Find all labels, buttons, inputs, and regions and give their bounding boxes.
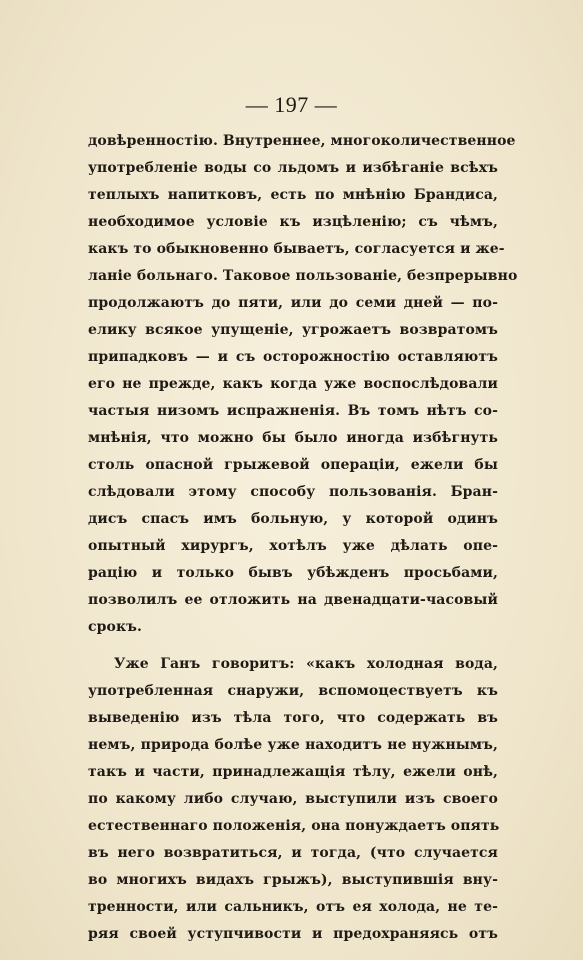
text-line: по какому либо случаю, выступили изъ своего (88, 791, 498, 807)
text-line: необходимое условіе къ изцѣленію; съ чѣмъ, (88, 214, 498, 230)
text-line: ряя своей уступчивости и предохраняясь отъ (88, 926, 498, 942)
paragraph-gap (88, 641, 498, 651)
text-line: во многихъ видахъ грыжъ), выступившія вну- (88, 872, 498, 888)
text-line: употребленная снаружи, вспомоцествуетъ къ (88, 683, 498, 699)
text-line: продолжаютъ до пяти, или до семи дней — по- (88, 295, 498, 311)
text-line: въ него возвратиться, и тогда, (что случается (88, 845, 498, 861)
text-line: позволилъ ее отложить на двенадцати-часовый (88, 592, 498, 608)
text-line: мнѣнія, что можно бы было иногда избѣгнуть (88, 430, 498, 446)
text-line: выведенію изъ тѣла того, что содержать въ (88, 710, 498, 726)
page-number-header: — 197 — (245, 92, 338, 117)
text-line: немъ, природа болѣе уже находитъ не нужнымъ, (88, 737, 498, 753)
text-line: употребленіе воды со льдомъ и избѣганіе всѣхъ (88, 160, 498, 176)
text-line: рацію и только бывъ убѣжденъ просьбами, (88, 565, 498, 581)
text-line: его не прежде, какъ когда уже воспослѣдовали (88, 376, 498, 392)
text-line: тренности, или сальникъ, отъ ея холода, не те- (88, 899, 498, 915)
page-body (88, 128, 518, 948)
paragraph-2 (88, 651, 498, 948)
text-line: ланіе больнаго. Таковое пользованіе, безпрерывно (88, 268, 518, 284)
text-line: Уже Ганъ говоритъ: «какъ холодная вода, (114, 656, 498, 672)
text-line: частыя низомъ испражненія. Въ томъ нѣтъ со- (88, 403, 498, 419)
text-line: теплыхъ напитковъ, есть по мнѣнію Брандиса, (88, 187, 498, 203)
text-line: естественнаго положенія, она понуждаетъ опять (88, 818, 500, 834)
text-line: опытный хирургъ, хотѣлъ уже дѣлать опе- (88, 538, 498, 554)
text-line: слѣдовали этому способу пользованія. Бран- (88, 484, 498, 500)
text-line: довѣренностію. Внутреннее, многоколичественное (88, 133, 516, 149)
text-line: срокъ. (88, 619, 142, 635)
text-line: столь опасной грыжевой операціи, ежели бы (88, 457, 498, 473)
text-line: дисъ спасъ имъ больную, у которой одинъ (88, 511, 498, 527)
text-line: припадковъ — и съ осторожностію оставляютъ (88, 349, 498, 365)
text-line: елику всякое упущеніе, угрожаетъ возвратомъ (88, 322, 498, 338)
text-line: какъ то обыкновенно бываетъ, согласуется и же- (88, 241, 505, 257)
paragraph-1 (88, 128, 518, 641)
text-line: такъ и части, принадлежащія тѣлу, ежели онѣ, (88, 764, 498, 780)
